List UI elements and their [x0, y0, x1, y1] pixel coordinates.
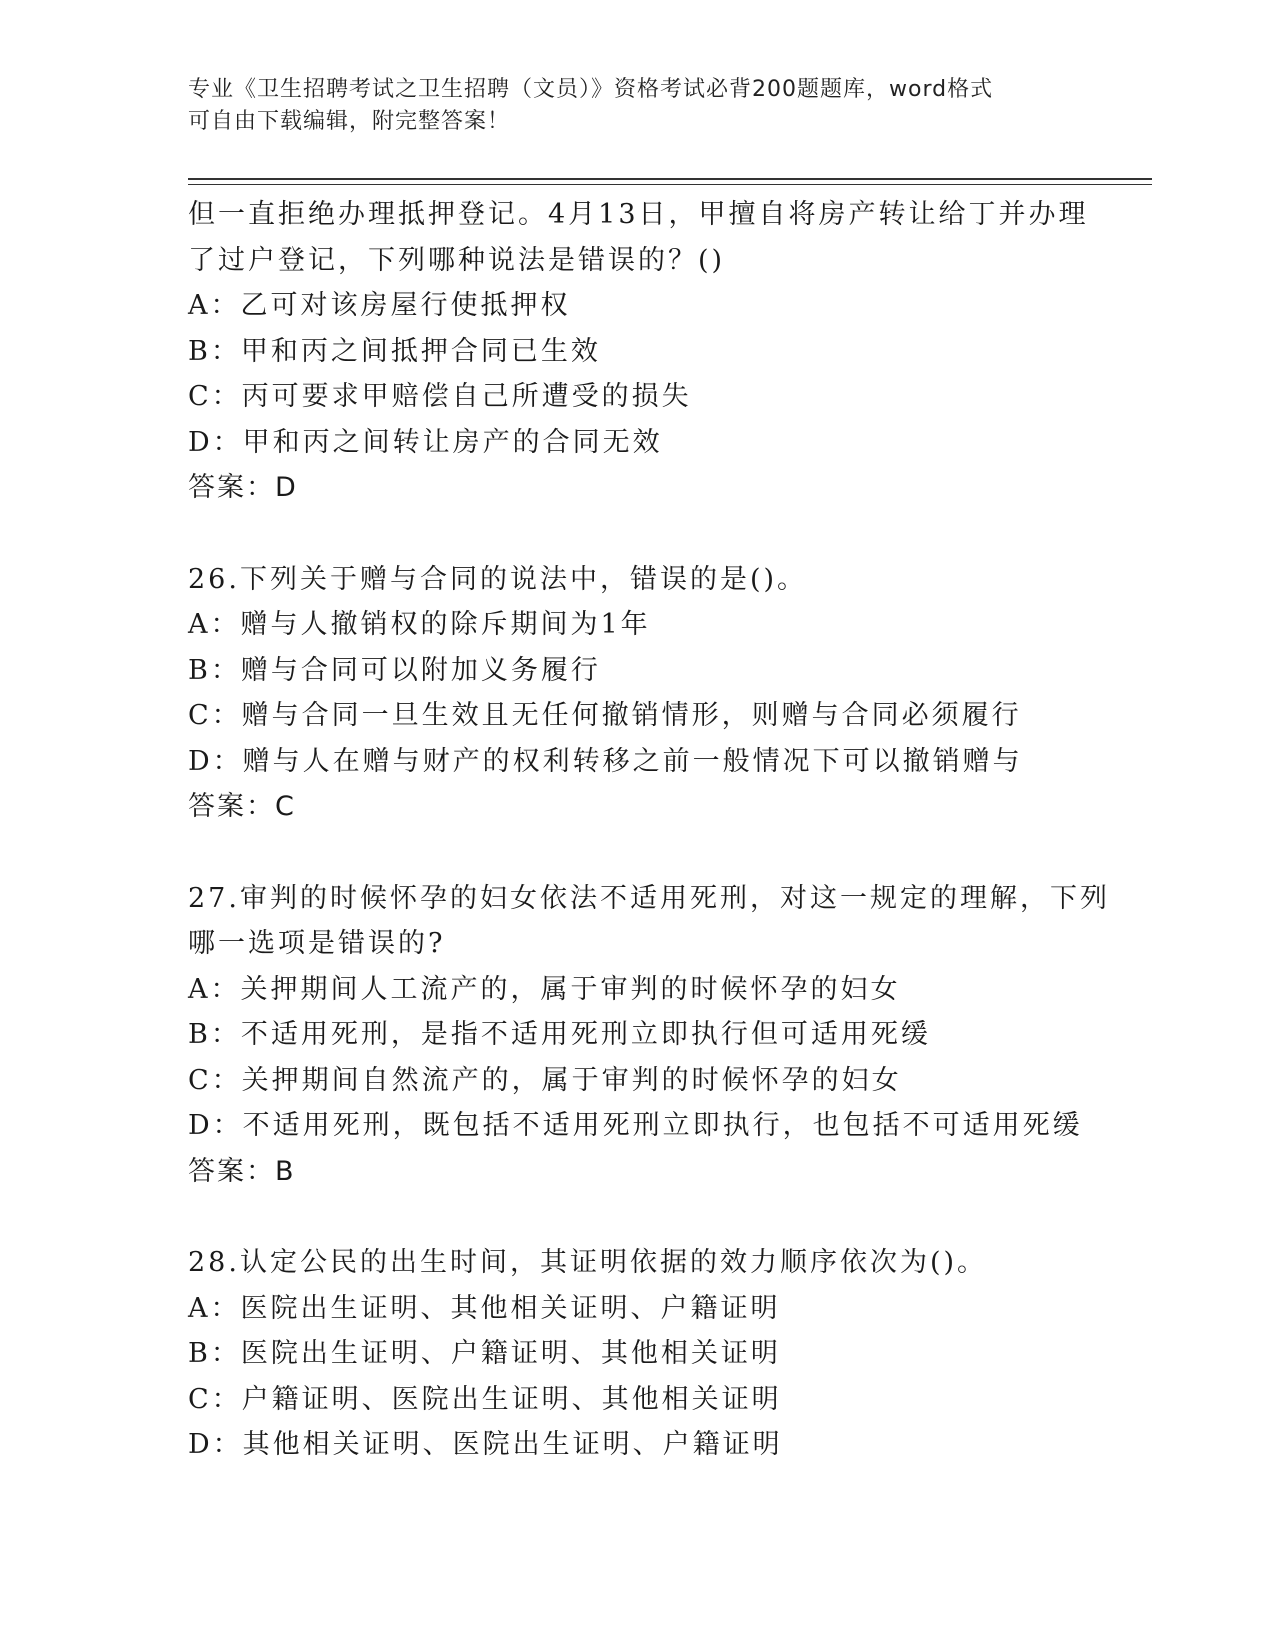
option-b: B：甲和丙之间抵押合同已生效 — [188, 335, 601, 367]
option-b: B：赠与合同可以附加义务履行 — [188, 654, 601, 686]
option-b: B：医院出生证明、户籍证明、其他相关证明 — [188, 1338, 781, 1369]
option-c: C：丙可要求甲赔偿自己所遭受的损失 — [188, 381, 692, 412]
question-block-28 — [188, 1240, 1088, 1468]
option-a: A：医院出生证明、其他相关证明、户籍证明 — [188, 1292, 781, 1324]
spacer — [188, 511, 1088, 557]
answer-line: 答案：C — [188, 791, 296, 822]
question-block-27 — [188, 876, 1110, 1195]
header-line-2: 可自由下载编辑，附完整答案！ — [188, 109, 511, 134]
spacer — [188, 830, 1088, 876]
document-header — [188, 74, 1088, 138]
question-text-line: 但一直拒绝办理抵押登记。4月13日，甲擅自将房产转让给丁并办理 — [188, 199, 1089, 230]
answer-line: 答案：D — [188, 472, 298, 503]
option-c: C：赠与合同一旦生效且无任何撤销情形，则赠与合同必须履行 — [188, 700, 1022, 731]
option-d: D：甲和丙之间转让房产的合同无效 — [188, 426, 663, 458]
option-c: C：户籍证明、医院出生证明、其他相关证明 — [188, 1383, 782, 1415]
header-line-1: 专业《卫生招聘考试之卫生招聘（文员）》资格考试必背200题题库，word格式 — [188, 77, 994, 102]
document-body — [188, 192, 1110, 1468]
question-text-line: 哪一选项是错误的? — [188, 928, 446, 959]
question-text-line: 28.认定公民的出生时间，其证明依据的效力顺序依次为()。 — [188, 1247, 988, 1278]
question-text-line: 27.审判的时候怀孕的妇女依法不适用死刑，对这一规定的理解，下列 — [188, 882, 1110, 914]
question-block-continued — [188, 192, 1088, 511]
question-text-line: 了过户登记，下列哪种说法是错误的？() — [188, 244, 726, 276]
option-a: A：乙可对该房屋行使抵押权 — [188, 290, 571, 321]
option-d: D：赠与人在赠与财产的权利转移之前一般情况下可以撤销赠与 — [188, 745, 1023, 777]
header-rule-thick — [188, 178, 1152, 180]
header-rule-thin — [188, 184, 1152, 185]
answer-line: 答案：B — [188, 1155, 296, 1187]
option-a: A：关押期间人工流产的，属于审判的时候怀孕的妇女 — [188, 973, 901, 1005]
option-a: A：赠与人撤销权的除斥期间为1年 — [188, 609, 651, 640]
spacer — [188, 1194, 1088, 1240]
option-d: D：不适用死刑，既包括不适用死刑立即执行，也包括不可适用死缓 — [188, 1110, 1083, 1141]
option-c: C：关押期间自然流产的，属于审判的时候怀孕的妇女 — [188, 1064, 902, 1096]
option-d: D：其他相关证明、医院出生证明、户籍证明 — [188, 1429, 783, 1460]
question-text-line: 26.下列关于赠与合同的说法中，错误的是()。 — [188, 563, 808, 595]
question-block-26 — [188, 557, 1088, 830]
option-b: B：不适用死刑，是指不适用死刑立即执行但可适用死缓 — [188, 1019, 931, 1050]
